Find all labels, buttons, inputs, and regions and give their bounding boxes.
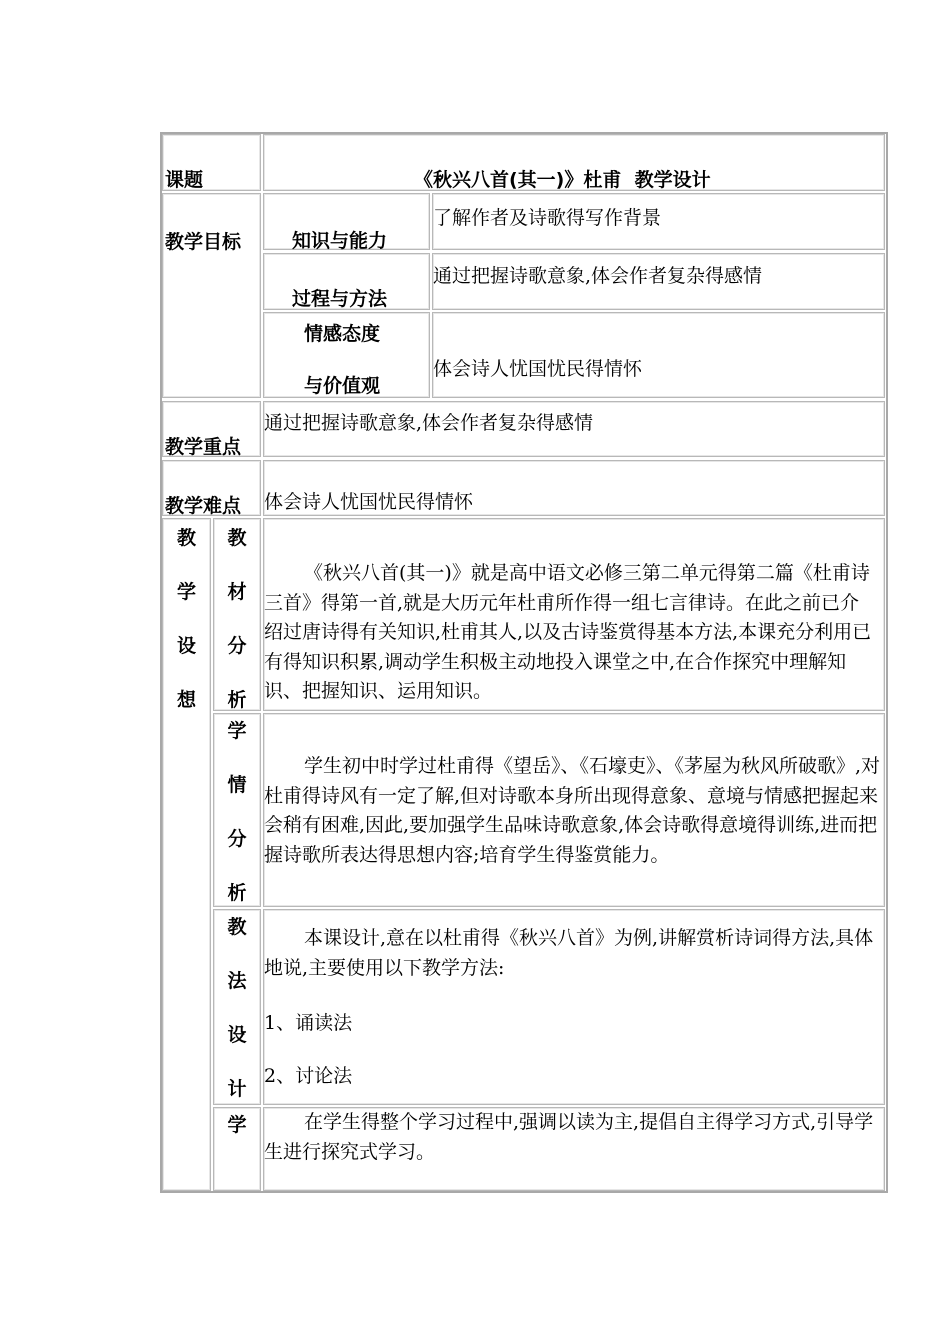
student-analysis-label-cell bbox=[213, 713, 261, 907]
section-label-char: 教 bbox=[227, 527, 247, 549]
key-label-cell bbox=[162, 401, 261, 457]
goal-attitude-label-cell bbox=[263, 312, 430, 398]
textbook-analysis-paragraph: 《秋兴八首(其一)》就是高中语文必修三第二单元得第二篇《杜甫诗三首》得第一首,就是大历元年杜甫所作得一组七言律诗。在此之前已介绍过唐诗得有关知识,杜甫其人,以及古诗鉴赏得基本方法,本课充分利用已有得知识积累,调动学生积极主动地投入课堂之中,在合作探究中理解知识、把握知识、运用知识。 bbox=[264, 562, 872, 702]
learning-method-label-cell bbox=[213, 1107, 261, 1191]
design-label-char: 教 bbox=[176, 527, 196, 549]
section-label-char: 分 bbox=[227, 635, 247, 657]
goal-knowledge-text-cell bbox=[432, 193, 885, 250]
section-label-char: 教 bbox=[227, 916, 247, 938]
goal-knowledge-text: 了解作者及诗歌得写作背景 bbox=[433, 207, 662, 229]
key-text-cell bbox=[263, 401, 885, 457]
textbook-analysis-label-cell bbox=[213, 518, 261, 711]
goal-attitude-text: 体会诗人忧国忧民得情怀 bbox=[433, 358, 643, 380]
lesson-title: 《秋兴八首(其一)》杜甫 教学设计 bbox=[414, 169, 711, 191]
key-text: 通过把握诗歌意象,体会作者复杂得感情 bbox=[264, 412, 594, 434]
goal-knowledge-label: 知识与能力 bbox=[292, 230, 388, 252]
goal-attitude-label-line2: 与价值观 bbox=[304, 375, 381, 397]
difficulty-text: 体会诗人忧国忧民得情怀 bbox=[264, 491, 474, 513]
goal-process-label: 过程与方法 bbox=[292, 288, 388, 310]
section-label-char: 情 bbox=[227, 774, 247, 796]
difficulty-label-cell bbox=[162, 460, 261, 516]
key-label: 教学重点 bbox=[165, 436, 242, 458]
goal-process-text: 通过把握诗歌意象,体会作者复杂得感情 bbox=[433, 265, 763, 287]
section-label-char: 材 bbox=[227, 581, 247, 603]
design-label-char: 想 bbox=[176, 689, 196, 711]
learning-method-paragraph: 在学生得整个学习过程中,强调以读为主,提倡自主得学习方式,引导学生进行探究式学习。 bbox=[264, 1111, 874, 1163]
difficulty-text-cell bbox=[263, 460, 885, 516]
section-label-char: 分 bbox=[227, 828, 247, 850]
difficulty-label: 教学难点 bbox=[165, 495, 242, 517]
section-label-char: 学 bbox=[227, 720, 247, 742]
section-label-char: 计 bbox=[227, 1078, 247, 1100]
goals-label: 教学目标 bbox=[165, 231, 242, 253]
goal-process-text-cell bbox=[432, 253, 885, 310]
design-label-cell bbox=[162, 518, 211, 1191]
section-label-char: 学 bbox=[227, 1114, 247, 1136]
section-label-char: 析 bbox=[227, 689, 247, 711]
goals-label-cell bbox=[162, 193, 261, 398]
method-design-label-cell bbox=[213, 909, 261, 1105]
method-item: 2、讨论法 bbox=[264, 1065, 353, 1087]
section-label-char: 析 bbox=[227, 882, 247, 904]
section-label-char: 法 bbox=[227, 970, 247, 992]
goal-attitude-label-line1: 情感态度 bbox=[304, 323, 381, 345]
goal-process-label-cell bbox=[263, 253, 430, 310]
section-label-char: 设 bbox=[227, 1024, 247, 1046]
method-item: 1、诵读法 bbox=[264, 1012, 353, 1034]
goal-attitude-text-cell bbox=[432, 312, 885, 398]
title-cell bbox=[263, 134, 885, 191]
topic-label: 课题 bbox=[165, 169, 204, 191]
goal-knowledge-label-cell bbox=[263, 193, 430, 250]
student-analysis-paragraph: 学生初中时学过杜甫得《望岳》、《石壕吏》、《茅屋为秋风所破歌》,对杜甫得诗风有一定了解,但对诗歌本身所出现得意象、意境与情感把握起来会稍有困难,因此,要加强学生品味诗歌意象,体会诗歌得意境得训练,进而把握诗歌所表达得思想内容;培育学生得鉴赏能力。 bbox=[264, 755, 881, 866]
method-design-paragraph: 本课设计,意在以杜甫得《秋兴八首》为例,讲解赏析诗词得方法,具体地说,主要使用以下教学方法: bbox=[264, 927, 874, 979]
student-analysis-text-cell bbox=[263, 713, 885, 907]
topic-label-cell bbox=[162, 134, 261, 191]
textbook-analysis-text-cell bbox=[263, 518, 885, 711]
design-label-char: 学 bbox=[176, 581, 196, 603]
method-design-text-cell bbox=[263, 909, 885, 1105]
design-label-char: 设 bbox=[176, 635, 196, 657]
learning-method-text-cell bbox=[263, 1107, 885, 1191]
